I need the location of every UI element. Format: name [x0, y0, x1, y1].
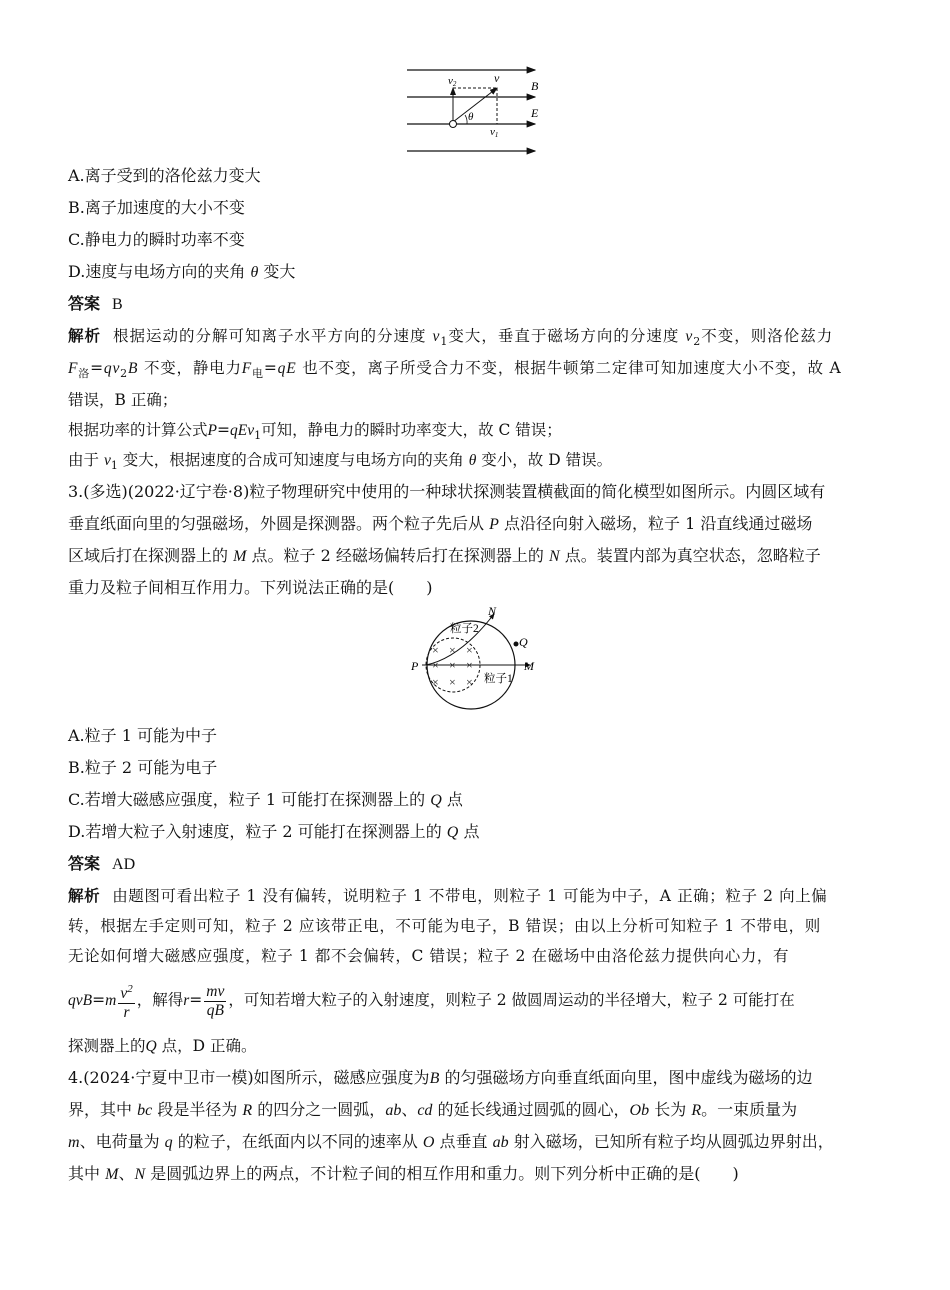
analysis-label: 解析 — [68, 887, 101, 905]
q3-stem-line-4: 重力及粒子间相互作用力。下列说法正确的是( ) — [68, 578, 433, 597]
q2-analysis-line-4: 根据功率的计算公式P=qEv$_1$可知，静电力的瞬时功率变大，故 C 错误； — [68, 421, 562, 443]
v1-label: v1 — [490, 126, 499, 139]
magnetic-field-crosses — [432, 643, 473, 689]
q3-stem-line-3: 区域后打在探测器上的 M 点。粒子 2 经磁场偏转后打在探测器上的 N 点。装置内部为真空状态，忽略粒子 — [68, 546, 821, 565]
q3-option-d: D.若增大粒子入射速度，粒子 2 可能打在探测器上的 Q 点 — [68, 822, 480, 841]
analysis-label: 解析 — [68, 327, 102, 345]
q4-stem-line-3: m、电荷量为 q 的粒子，在纸面内以不同的速率从 O 点垂直 ab 射入磁场，已知所有粒子均从圆弧边界射出， — [68, 1132, 834, 1151]
q4-stem-line-1: 4.(2024·宁夏中卫市一模)如图所示，磁感应强度为B 的匀强磁场方向垂直纸面向里，图中虚线为磁场的边 — [68, 1068, 813, 1087]
q3-analysis-line-2: 转，根据左手定则可知，粒子 2 应该带正电，不可能为电子，B 错误；由以上分析可知粒子 1 不带电，则 — [68, 917, 821, 935]
answer-label: 答案 — [68, 294, 101, 313]
m-label: M — [524, 659, 534, 673]
theta-label: θ — [468, 111, 474, 123]
velocity-field-figure — [405, 62, 545, 158]
particle-2-label: 粒子2 — [450, 623, 479, 635]
n-label: N — [488, 604, 497, 618]
v2-label: v2 — [448, 75, 457, 88]
q3-answer: 答案 AD — [68, 854, 136, 873]
svg-text:×: × — [466, 643, 473, 657]
svg-text:×: × — [466, 675, 473, 689]
q2-analysis-line-5: 由于 $v_1$ 变大，根据速度的合成可知速度与电场方向的夹角 θ 变小，故 D 错误。 — [68, 451, 613, 473]
q3-option-c: C.若增大磁感应强度，粒子 1 可能打在探测器上的 Q 点 — [68, 790, 463, 809]
q2-option-c: C.静电力的瞬时功率不变 — [68, 230, 245, 249]
particle-1-label: 粒子1 — [484, 673, 513, 685]
q3-analysis-line-4: qvB=m $\frac{v^2}{r}$ ，解得r= $\frac{mv}{qB}$ ，可知若增大粒子的入射速度，则粒子 2 做圆周运动的半径增大，粒子 2 可能打在 — [68, 980, 795, 1022]
q2-option-a: A.离子受到的洛伦兹力变大 — [68, 166, 261, 185]
q2-analysis-line-1: 解析 根据运动的分解可知离子水平方向的分速度 $v_1$变大，垂直于磁场方向的分速度 $v_2$不变，则洛伦兹力 — [68, 327, 834, 349]
q3-stem-line-2: 垂直纸面向里的匀强磁场，外圆是探测器。两个粒子先后从 P 点沿径向射入磁场，粒子 1 沿直线通过磁场 — [68, 514, 813, 533]
q3-option-a: A.粒子 1 可能为中子 — [68, 726, 217, 745]
p-label: P — [411, 659, 419, 673]
q2-answer: 答案 B — [68, 294, 123, 313]
answer-label: 答案 — [68, 854, 101, 873]
svg-text:×: × — [432, 675, 439, 689]
q2-option-b: B.离子加速度的大小不变 — [68, 198, 245, 217]
b-label: B — [531, 79, 539, 93]
svg-text:×: × — [449, 658, 456, 672]
e-label: E — [531, 106, 539, 120]
q2-option-d: D.速度与电场方向的夹角 θ 变大 — [68, 262, 296, 281]
svg-text:×: × — [432, 643, 439, 657]
detector-figure — [408, 604, 548, 716]
svg-text:×: × — [432, 658, 439, 672]
q4-stem-line-4: 其中 M、N 是圆弧边界上的两点，不计粒子间的相互作用和重力。则下列分析中正确的是( ) — [68, 1164, 739, 1183]
q2-analysis-line-2: $F_洛=qv_2B$ 不变，静电力$F_电=qE$ 也不变，离子所受合力不变，根据牛顿第二定律可知加速度大小不变，故 A — [68, 359, 842, 381]
svg-text:×: × — [466, 658, 473, 672]
q3-analysis-line-5: 探测器上的Q 点，D 正确。 — [68, 1037, 257, 1055]
svg-text:×: × — [449, 643, 456, 657]
q2-analysis-line-3: 错误，B 正确； — [68, 391, 178, 409]
q3-option-b: B.粒子 2 可能为电子 — [68, 758, 218, 777]
q4-stem-line-2: 界，其中 bc 段是半径为 R 的四分之一圆弧，ab、cd 的延长线通过圆弧的圆心，Ob 长为 R。一束质量为 — [68, 1100, 798, 1119]
svg-text:×: × — [449, 675, 456, 689]
q3-analysis-line-1: 解析 由题图可看出粒子 1 没有偏转，说明粒子 1 不带电，则粒子 1 可能为中子，A 正确；粒子 2 向上偏 — [68, 887, 828, 905]
q3-stem-line-1: 3.(多选)(2022·辽宁卷·8)粒子物理研究中使用的一种球状探测装置横截面的简化模型如图所示。内圆区域有 — [68, 482, 826, 501]
q3-analysis-line-3: 无论如何增大磁感应强度，粒子 1 都不会偏转，C 错误；粒子 2 在磁场中由洛伦兹力提供向心力，有 — [68, 947, 790, 965]
v-label: v — [494, 71, 500, 85]
q-label: Q — [519, 635, 528, 649]
